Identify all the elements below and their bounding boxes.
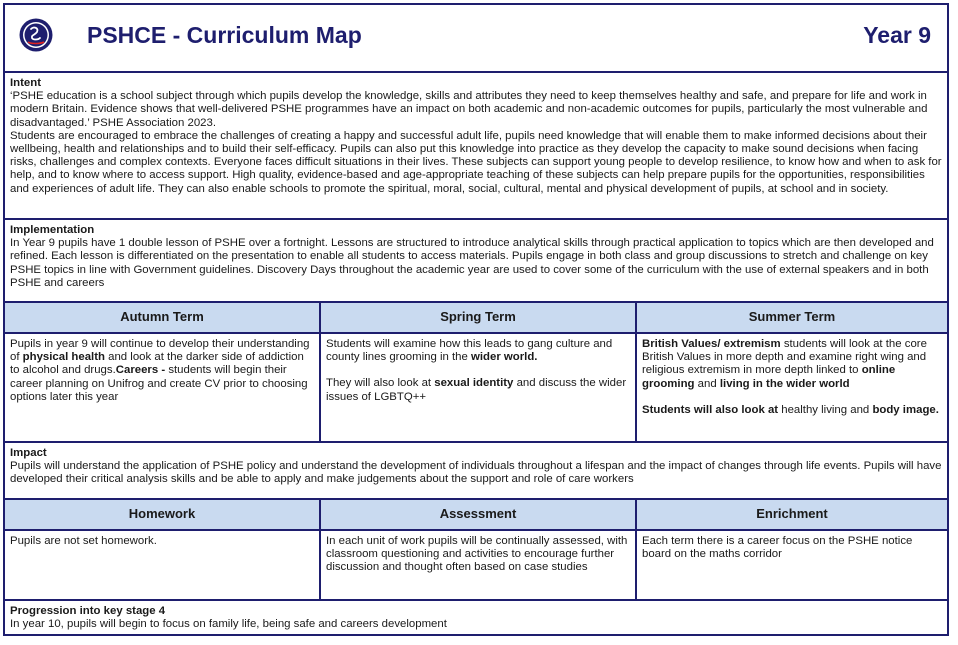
bottom-header-row — [5, 500, 947, 531]
section-heading: Intent — [10, 77, 42, 89]
progression-section — [5, 601, 947, 634]
school-crest-icon — [19, 18, 53, 52]
implementation-section — [5, 220, 947, 303]
section-heading: Impact — [10, 447, 47, 459]
curriculum-map — [3, 3, 949, 636]
homework-heading: Homework — [5, 500, 321, 529]
summer-term-content: British Values/ extremism students will look at the core British Values in more depth and examine right wing and religious extremism in more depth linked to online grooming and living in the wider world Students will also look at healthy living and body image. — [642, 338, 939, 416]
progression-text: In year 10, pupils will begin to focus on family life, being safe and careers development — [10, 618, 447, 631]
homework-content: Pupils are not set homework. — [5, 531, 321, 599]
section-heading: Progression into key stage 4 — [10, 605, 166, 617]
terms-header-row — [5, 303, 947, 334]
spring-term-heading: Spring Term — [321, 303, 637, 332]
impact-section — [5, 443, 947, 500]
header — [5, 5, 947, 73]
spring-term-content: Students will examine how this leads to gang culture and county lines grooming in the wider world. They will also look at sexual identity and discuss the wider issues of LGBTQ++ — [321, 334, 637, 441]
bottom-content-row — [5, 531, 947, 601]
year-label: Year 9 — [863, 22, 931, 48]
section-heading: Implementation — [10, 224, 95, 236]
intent-text: Students are encouraged to embrace the challenges of creating a happy and successful adult life, pupils need knowledge that will enable them to make informed decisions about their wellbeing, health and relationships and to build their self-efficacy. Pupils can also put this knowledge into practice as they develop the capacity to make sound decisions when facing risks, challenges and complex contexts. Everyone faces difficult situations in their lives. These subjects can support young people to develop resilience, to know how and when to ask for help, and to know where to access support. High quality, evidence-based and age-appropriate teaching of these subjects can help prepare pupils for the opportunities, responsibilities and experiences of adult life. They can also enable schools to promote the spiritual, moral, social, cultural, mental and physical development of pupils, at school and in society. — [10, 129, 942, 195]
impact-text: Pupils will understand the application of PSHE policy and understand the development of individuals throughout a lifespan and the impact of changes through life events. Pupils will have developed their critical analysis skills and be able to apply and make judgements about the support and role of care workers — [10, 460, 942, 486]
terms-content-row — [5, 334, 947, 443]
autumn-term-heading: Autumn Term — [5, 303, 321, 332]
assessment-content: In each unit of work pupils will be continually assessed, with classroom questioning and activities to encourage further discussion and thought often based on case studies — [321, 531, 637, 599]
intent-quote: ‘PSHE education is a school subject through which pupils develop the knowledge, skills and attributes they need to keep themselves healthy and safe, and prepare for life and work in modern Britain. Evidence shows that well-delivered PSHE programmes have an impact on both academic and non-academic outcomes for pupils, particularly the most vulnerable and disadvantaged.’ PSHE Association 2023. — [10, 90, 928, 129]
autumn-term-content: Pupils in year 9 will continue to develop their understanding of physical health and look at the darker side of addiction to alcohol and drugs.Careers - students will begin their career planning on Unifrog and create CV prior to choosing options later this year — [5, 334, 321, 441]
summer-term-heading: Summer Term — [637, 303, 947, 332]
intent-section — [5, 73, 947, 220]
implementation-text: In Year 9 pupils have 1 double lesson of PSHE over a fortnight. Lessons are structured to introduce analytical skills through practical application to topics which are then developed and refined. Each lesson is differentiated on the presentation to enable all students to access materials. Pupils engage in both class and group discussions to stretch and challenge on key PSHE topics in line with Government guidelines. Discovery Days throughout the academic year are used to cover some of the curriculum with the use of external speakers and in both PSHE and careers — [10, 237, 934, 289]
enrichment-heading: Enrichment — [637, 500, 947, 529]
page-title: PSHCE - Curriculum Map — [87, 22, 362, 48]
assessment-heading: Assessment — [321, 500, 637, 529]
enrichment-content: Each term there is a career focus on the PSHE notice board on the maths corridor — [642, 535, 913, 561]
